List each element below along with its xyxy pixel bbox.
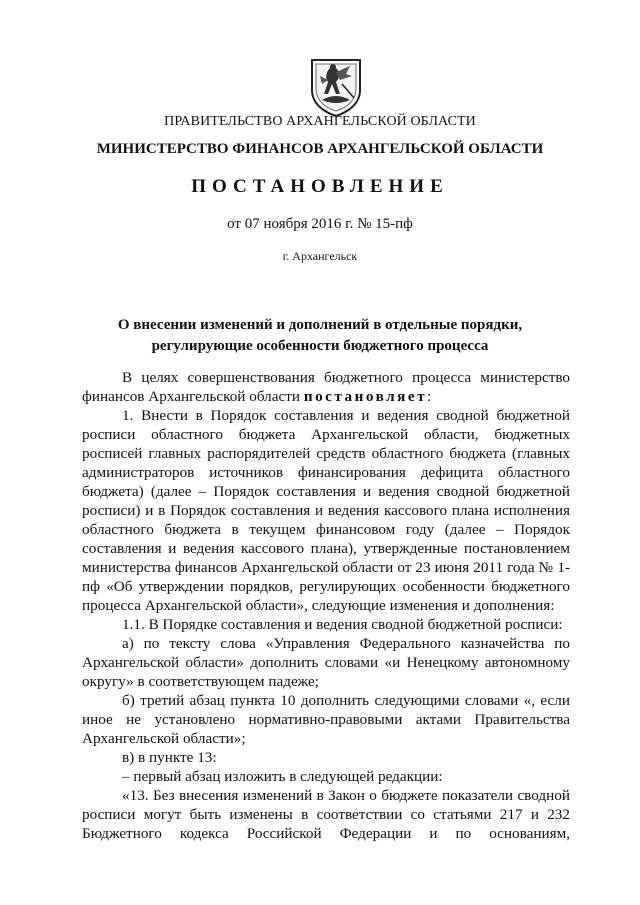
resolves-word: постановляет [303, 388, 428, 405]
paragraph-first-abzac: – первый абзац изложить в следующей редакции: [122, 768, 443, 785]
paragraph-b: б) третий абзац пункта 10 дополнить следующими словами «, если иное не установлено нормативно-правовыми актами Правительства Архангельской области»; [82, 692, 570, 747]
preamble-colon: : [427, 388, 432, 405]
paragraph-v: в) в пункте 13: [122, 749, 217, 766]
government-title: ПРАВИТЕЛЬСТВО АРХАНГЕЛЬСКОЙ ОБЛАСТИ [164, 114, 476, 129]
document-type: ПОСТАНОВЛЕНИЕ [191, 176, 449, 197]
paragraph-1-1: 1.1. В Порядке составления и ведения сводной бюджетной росписи: [122, 616, 563, 633]
coat-of-arms-emblem [306, 54, 366, 118]
paragraph-13: «13. Без внесения изменений в Закон о бюджете показатели сводной росписи могут быть изменены в соответствии со статьями 217 и 232 Бюджетного кодекса Российской Федерации и по основаниям, [82, 787, 570, 842]
paragraph-preamble [82, 368, 570, 406]
document-city: г. Архангельск [282, 249, 358, 263]
ministry-title: МИНИСТЕРСТВО ФИНАНСОВ АРХАНГЕЛЬСКОЙ ОБЛАСТИ [96, 141, 544, 157]
subject-line-2: регулирующие особенности бюджетного процесса [151, 338, 489, 354]
paragraph-a: а) по тексту слова «Управления Федерального казначейства по Архангельской области» дополнить словами «и Ненецкому автономному округу» в соответствующем падеже; [82, 635, 570, 690]
document-body [82, 368, 570, 843]
preamble-text: В целях совершенствования бюджетного процесса министерство финансов Архангельской области [82, 369, 570, 405]
subject-line-1: О внесении изменений и дополнений в отдельные порядки, [117, 317, 523, 333]
paragraph-1: 1. Внести в Порядок составления и ведения сводной бюджетной росписи областного бюджета Архангельской области, бюджетных росписей главных распорядителей средств областного бюджета (главных администраторов источников финансирования дефицита областного бюджета) (далее – Порядок составления и ведения сводной бюджетной росписи) и в Порядок составления и ведения кассового плана исполнения областного бюджета в текущем финансовом году (далее – Порядок составления и ведения кассового плана), утвержденные постановлением министерства финансов Архангельской области от 23 июня 2011 года № 1-пф «Об утверждении порядков, регулирующих особенности бюджетного процесса Архангельской области», следующие изменения и дополнения: [82, 407, 570, 614]
document-subject [0, 315, 640, 357]
document-date-number: от 07 ноября 2016 г. № 15-пф [227, 216, 413, 232]
